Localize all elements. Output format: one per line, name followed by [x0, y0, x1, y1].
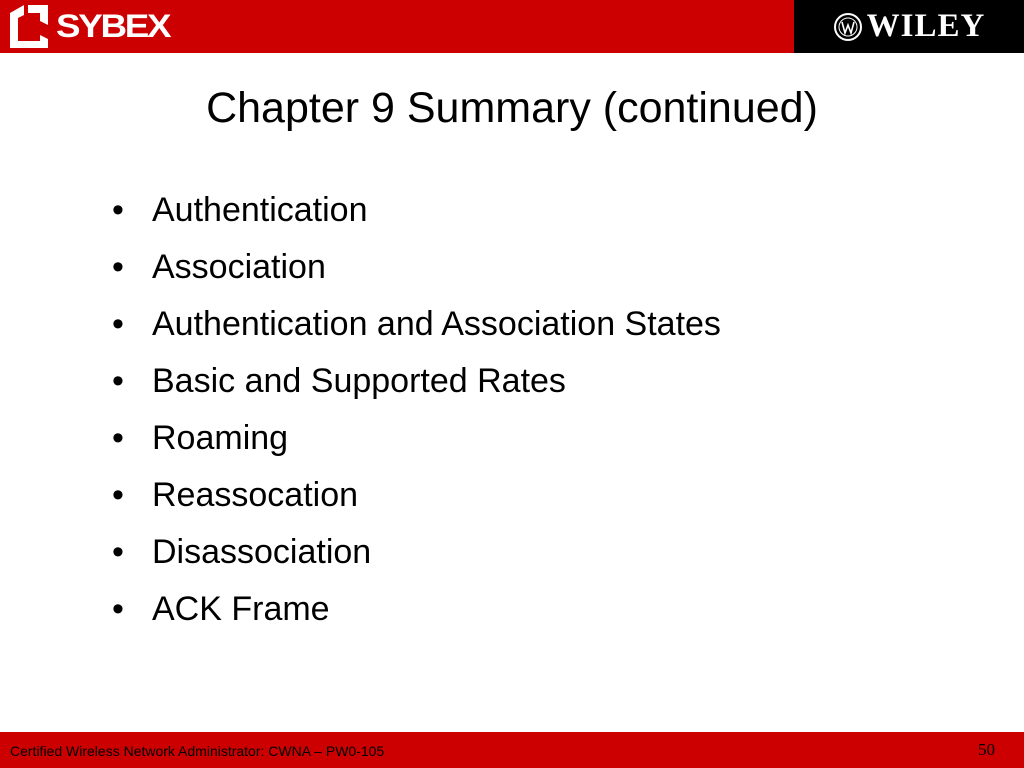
bullet-text: Roaming [152, 419, 289, 457]
header-bar [0, 0, 1024, 53]
footer-bar [0, 732, 1024, 768]
page-number: 50 [978, 740, 995, 759]
bullet-icon: • [112, 590, 124, 628]
wiley-logo [794, 0, 1024, 53]
footer-course-title: Certified Wireless Network Administrator: CWNA – PW0-105 [10, 743, 385, 759]
sybex-logo-text: SYBEX [56, 8, 170, 44]
wiley-logo-text: WILEY [866, 8, 986, 44]
bullet-icon: • [112, 305, 124, 343]
list-item [112, 410, 721, 467]
bullet-text: Authentication and Association States [152, 305, 721, 343]
bullet-text: Authentication [152, 191, 368, 229]
slide-title: Chapter 9 Summary (continued) [206, 84, 818, 132]
bullet-text: Disassociation [152, 533, 372, 571]
sybex-logo-icon [4, 3, 52, 50]
bullet-icon: • [112, 191, 124, 229]
list-item [112, 182, 721, 239]
bullet-icon: • [112, 248, 124, 286]
bullet-text: Reassocation [152, 476, 359, 514]
bullet-text: Basic and Supported Rates [152, 362, 566, 400]
list-item [112, 524, 721, 581]
bullet-icon: • [112, 362, 124, 400]
bullet-icon: • [112, 533, 124, 571]
wiley-seal-icon [833, 12, 863, 42]
list-item [112, 353, 721, 410]
bullet-icon: • [112, 419, 124, 457]
sybex-logo [4, 3, 170, 50]
bullet-list [112, 182, 721, 638]
bullet-text: ACK Frame [152, 590, 330, 628]
bullet-text: Association [152, 248, 326, 286]
list-item [112, 296, 721, 353]
list-item [112, 239, 721, 296]
list-item [112, 581, 721, 638]
list-item [112, 467, 721, 524]
bullet-icon: • [112, 476, 124, 514]
